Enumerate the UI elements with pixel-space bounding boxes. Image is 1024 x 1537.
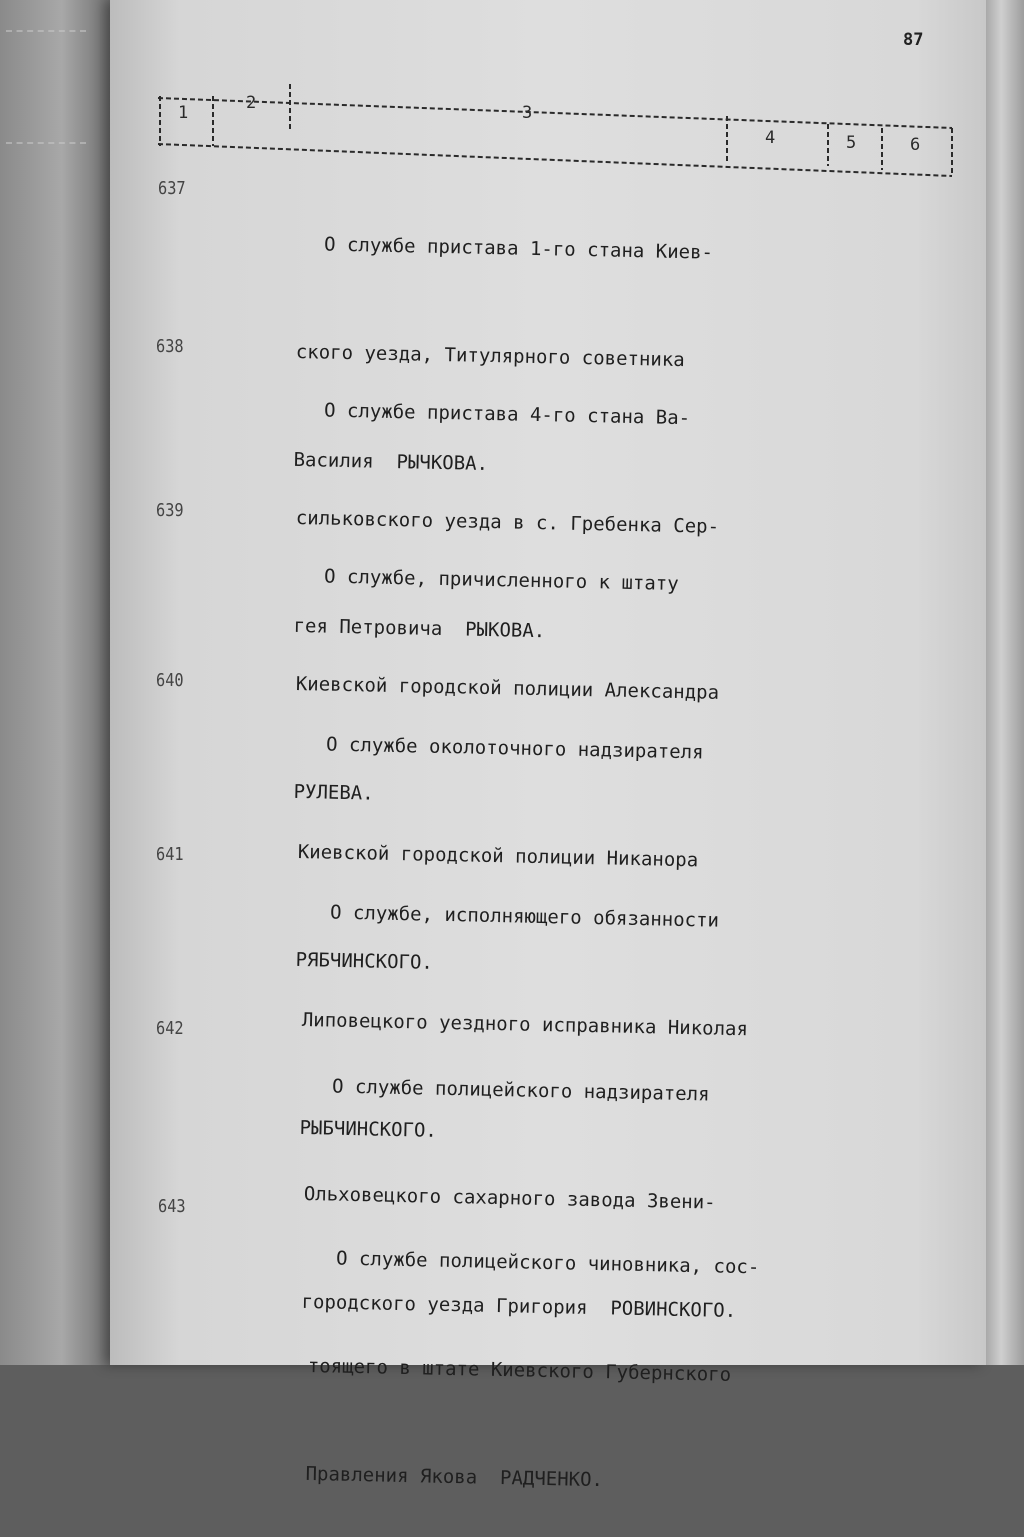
- entry-line: Правления Якова РАДЧЕНКО.: [305, 1462, 604, 1492]
- header-top-rule: [158, 98, 952, 128]
- page-number: 87: [903, 30, 924, 50]
- header-col-1: 1: [178, 103, 189, 123]
- header-col-3: 3: [522, 103, 533, 123]
- entry-line: О службе пристава 4-го стана Ва-: [323, 399, 691, 430]
- entry-line: ского уезда, Титулярного советника: [295, 340, 685, 372]
- entry-line: сильковского уезда в с. Гребенка Сер-: [295, 506, 720, 538]
- entry-line: О службе, исполняющего обязанности: [329, 901, 720, 932]
- entry-line: РУЛЕВА.: [293, 780, 374, 805]
- facing-page-edge: [0, 0, 112, 1365]
- entry-line: тоящего в штате Киевского Губернского: [307, 1354, 732, 1386]
- entry-line: Липовецкого уездного исправника Николая: [301, 1008, 749, 1041]
- entry-line: Киевской городской полиции Никанора: [297, 840, 699, 872]
- entry-line: Киевской городской полиции Александра: [295, 672, 720, 704]
- row-number: 640: [156, 670, 184, 691]
- entry-line: О службе полицейского чиновника, сос-: [335, 1247, 760, 1279]
- row-number: 639: [156, 500, 184, 521]
- row-number: 637: [158, 178, 186, 199]
- entry-line: РЯБЧИНСКОГО.: [295, 948, 434, 974]
- header-col-5: 5: [846, 133, 857, 153]
- row-number: 642: [156, 1018, 184, 1039]
- entry-line: О службе околоточного надзирателя: [325, 733, 704, 764]
- entry-line: РЫБЧИНСКОГО.: [299, 1116, 438, 1142]
- page-stack-edge: [986, 0, 1024, 1365]
- header-col-6: 6: [910, 135, 921, 155]
- row-number: 638: [156, 336, 184, 357]
- entry-text: [304, 1168, 761, 1537]
- entry-line: О службе, причисленного к штату: [323, 565, 679, 595]
- entry-line: Василия РЫЧКОВА.: [293, 448, 489, 476]
- row-number: 643: [158, 1196, 186, 1217]
- entry-line: городского уезда Григория РОВИНСКОГО.: [301, 1290, 737, 1323]
- row-number: 641: [156, 844, 184, 865]
- header-col-2: 2: [246, 93, 257, 113]
- entry-line: Ольховецкого сахарного завода Звени-: [303, 1182, 716, 1214]
- entry-line: О службе полицейского надзирателя: [331, 1075, 710, 1106]
- header-col-4: 4: [765, 128, 776, 148]
- entry-line: гея Петровича РЫКОВА.: [293, 614, 546, 643]
- entry-line: О службе пристава 1-го стана Киев-: [323, 233, 714, 264]
